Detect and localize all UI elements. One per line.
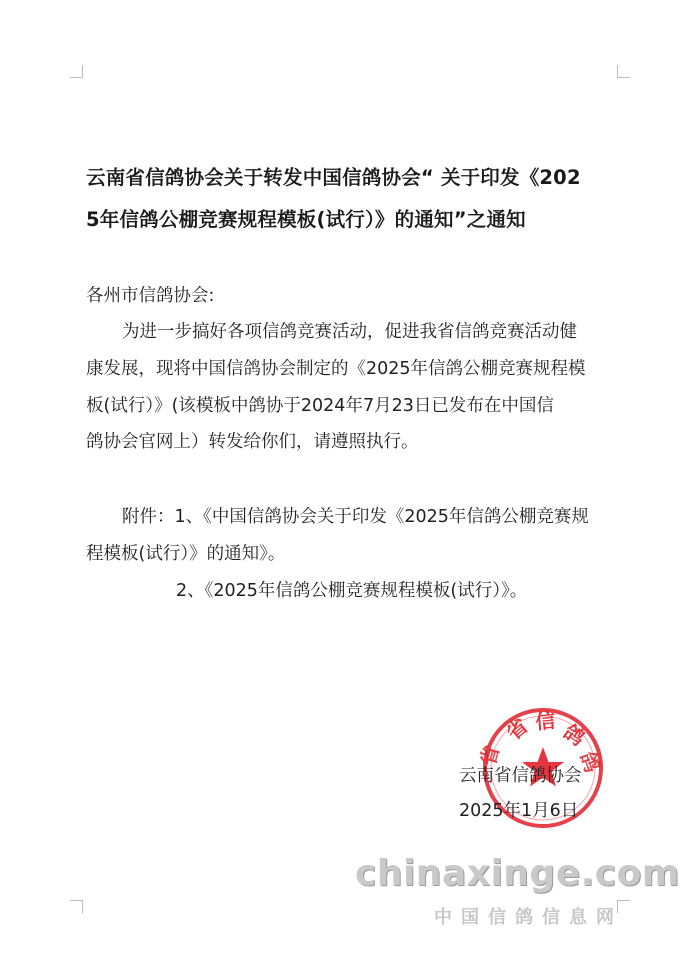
salutation: 各州市信鸽协会:: [86, 286, 215, 306]
body-paragraph-line: 板(试行）》(该模板中鸽协于2024年7月23日已发布在中国信: [86, 396, 554, 416]
seal-char: 信: [534, 708, 557, 734]
seal-char: 鸽: [559, 719, 590, 751]
attachment-line: 程模板(试行）》的通知》。: [86, 544, 286, 564]
watermark-site: chinaxinge.com: [355, 853, 680, 894]
attachment-line: 2、《2025年信鸽公棚竞赛规程模板(试行）》。: [176, 581, 528, 601]
signature-date: 2025年1月6日: [459, 801, 579, 821]
seal-char: 省: [475, 742, 505, 769]
crop-mark-top-left: [70, 65, 83, 78]
notice-title-line-1: 云南省信鸽协会关于转发中国信鸽协会“ 关于印发《202: [86, 166, 581, 189]
watermark-name: 中国信鸽信息网: [434, 907, 623, 928]
attachment-line: 附件：1、《中国信鸽协会关于印发《2025年信鸽公棚竞赛规: [122, 507, 589, 527]
crop-mark-bottom-left: [70, 900, 83, 913]
seal-char: 省: [501, 713, 533, 745]
body-paragraph-line: 为进一步搞好各项信鸽竞赛活动，促进我省信鸽竞赛活动健: [122, 322, 577, 342]
body-paragraph-line: 鸽协会官网上）转发给你们，请遵照执行。: [86, 432, 419, 452]
svg-text:鸽: 鸽: [575, 748, 605, 776]
notice-title-line-2: 5年信鸽公棚竞赛规程模板(试行）》的通知”之通知: [86, 208, 526, 231]
body-paragraph-line: 康发展，现将中国信鸽协会制定的《2025年信鸽公棚竞赛规程模: [86, 359, 586, 379]
crop-mark-top-right: [617, 65, 630, 78]
signature-organization: 云南省信鸽协会: [459, 766, 582, 786]
